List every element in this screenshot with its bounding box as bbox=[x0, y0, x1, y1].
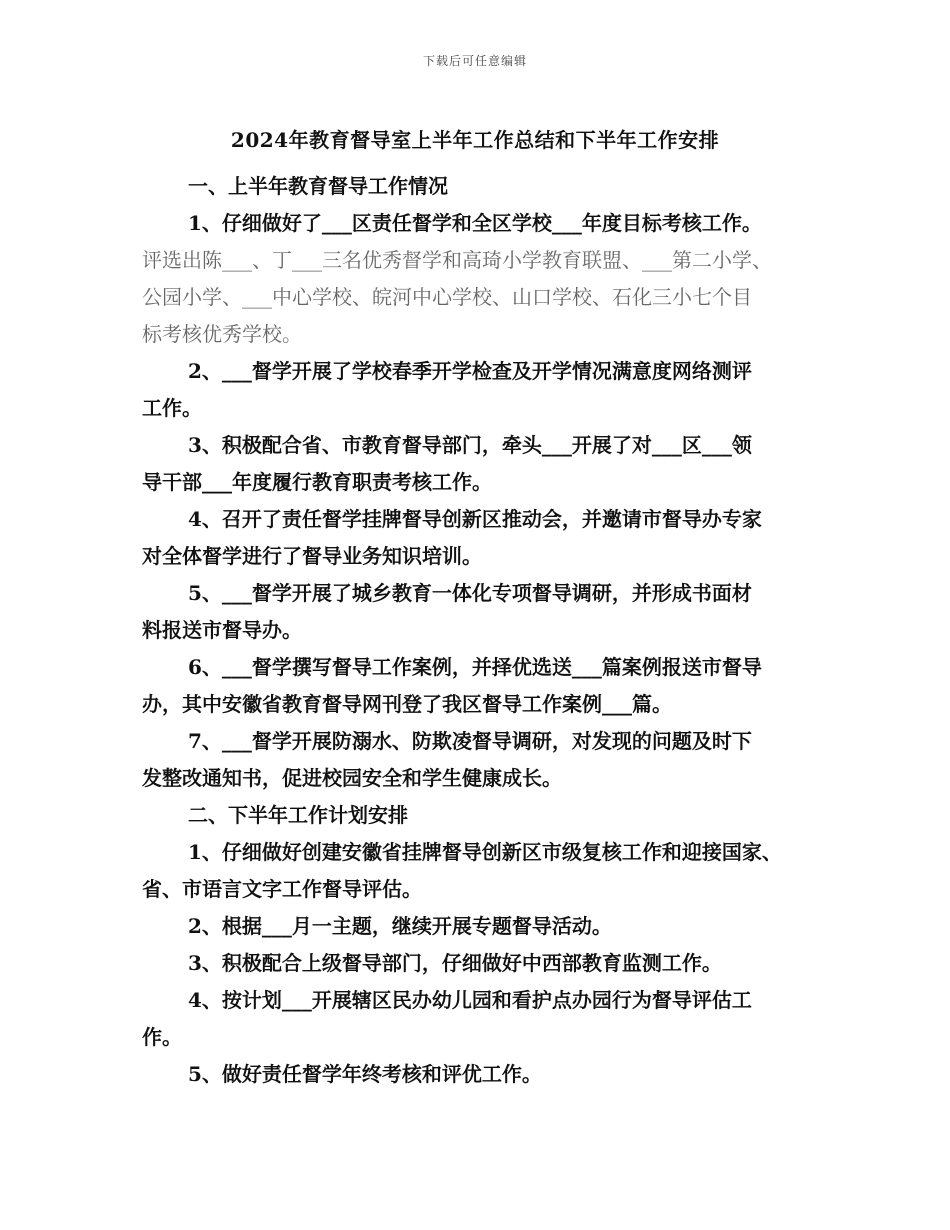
paragraph-line: 作。 bbox=[142, 1025, 182, 1049]
section-heading: 一、上半年教育督导工作情况 bbox=[188, 174, 448, 198]
paragraph-line: 料报送市督导办。 bbox=[142, 618, 302, 642]
paragraph-line: 6、___督学撰写督导工作案例，并择优选送___篇案例报送市督导 bbox=[188, 655, 762, 679]
paragraph-line: 导干部___年度履行教育职责考核工作。 bbox=[142, 470, 492, 494]
paragraph-line: 5、做好责任督学年终考核和评优工作。 bbox=[188, 1062, 542, 1086]
paragraph-line: 7、___督学开展防溺水、防欺凌督导调研，对发现的问题及时下 bbox=[188, 729, 752, 753]
paragraph-line: 3、积极配合省、市教育督导部门，牵头___开展了对___区___领 bbox=[188, 433, 752, 457]
paragraph-line: 4、按计划___开展辖区民办幼儿园和看护点办园行为督导评估工 bbox=[188, 988, 752, 1012]
paragraph-line: 公园小学、___中心学校、皖河中心学校、山口学校、石化三小七个目 bbox=[142, 285, 752, 309]
document-body bbox=[142, 168, 826, 1093]
paragraph-line: 工作。 bbox=[142, 396, 202, 420]
section-heading: 二、下半年工作计划安排 bbox=[188, 803, 408, 827]
paragraph-line: 对全体督学进行了督导业务知识培训。 bbox=[142, 544, 482, 568]
paragraph-line: 省、市语言文字工作督导评估。 bbox=[142, 877, 422, 901]
paragraph-line: 5、___督学开展了城乡教育一体化专项督导调研，并形成书面材 bbox=[188, 581, 752, 605]
paragraph-line: 办，其中安徽省教育督导网刊登了我区督导工作案例___篇。 bbox=[142, 692, 672, 716]
paragraph-line: 1、仔细做好了___区责任督学和全区学校___年度目标考核工作。 bbox=[188, 211, 762, 235]
paragraph-line: 1、仔细做好创建安徽省挂牌督导创新区市级复核工作和迎接国家、 bbox=[188, 840, 782, 864]
paragraph-line: 2、根据___月一主题，继续开展专题督导活动。 bbox=[188, 914, 612, 938]
paragraph-line: 3、积极配合上级督导部门，仔细做好中西部教育监测工作。 bbox=[188, 951, 722, 975]
paragraph-line: 评选出陈___、丁___三名优秀督学和高琦小学教育联盟、___第二小学、 bbox=[142, 248, 772, 272]
paragraph-line: 发整改通知书，促进校园安全和学生健康成长。 bbox=[142, 766, 562, 790]
paragraph-line: 标考核优秀学校。 bbox=[142, 322, 302, 346]
paragraph-line: 4、召开了责任督学挂牌督导创新区推动会，并邀请市督导办专家 bbox=[188, 507, 762, 531]
download-note: 下载后可任意编辑 bbox=[422, 54, 527, 68]
paragraph-line: 2、___督学开展了学校春季开学检查及开学情况满意度网络测评 bbox=[188, 359, 752, 383]
document-title: 2024年教育督导室上半年工作总结和下半年工作安排 bbox=[230, 128, 720, 152]
